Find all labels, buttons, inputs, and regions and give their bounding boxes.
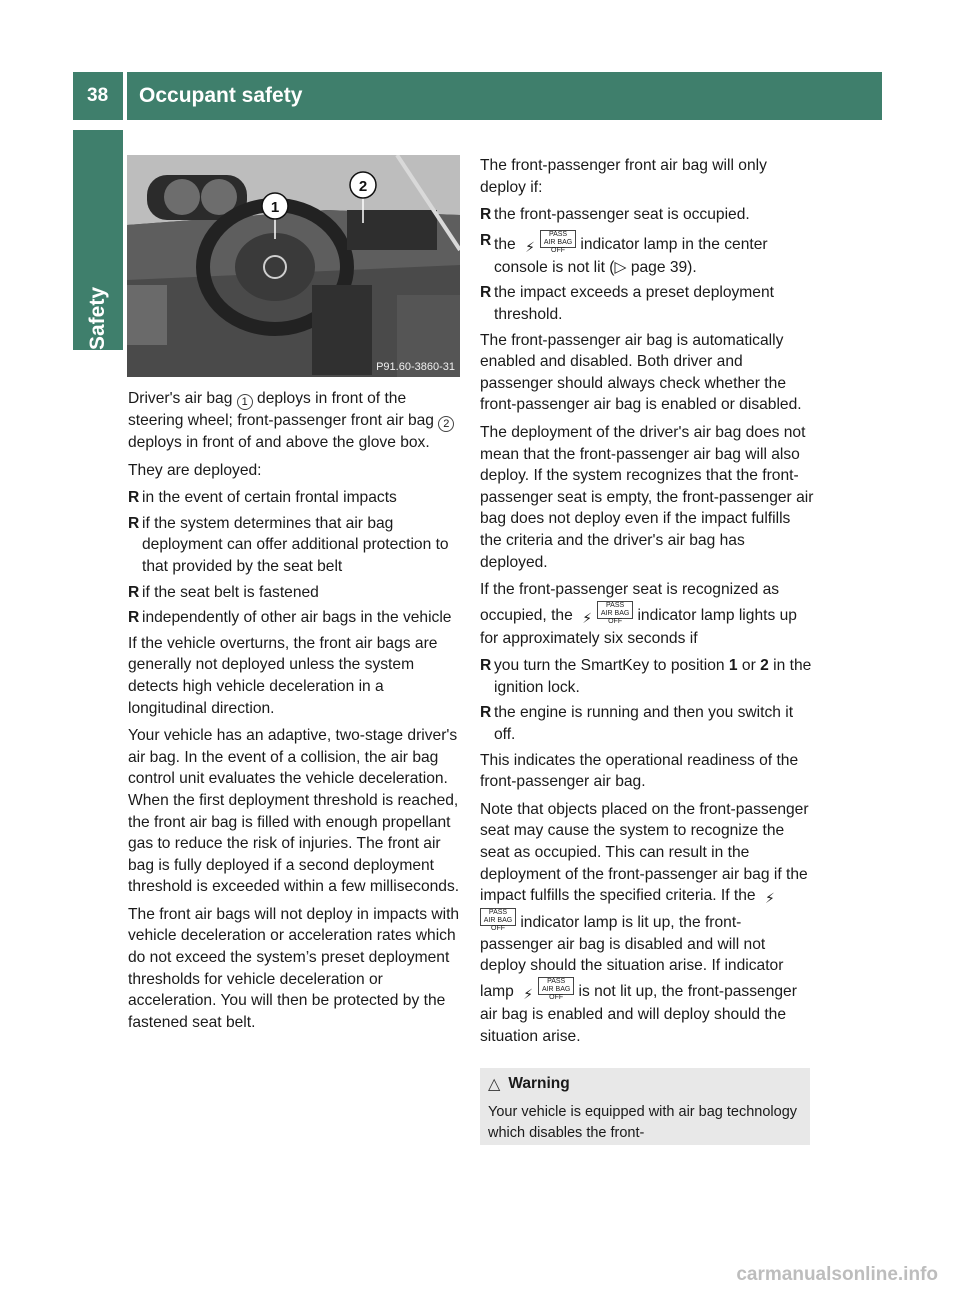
pass-airbag-off-indicator: PASS AIR BAG OFF	[540, 230, 576, 248]
pass-airbag-off-indicator: PASS AIR BAG OFF	[538, 977, 574, 995]
footer-watermark: carmanualsonline.info	[736, 1264, 938, 1285]
callout-1: 1	[270, 199, 280, 216]
warning-box	[480, 1068, 810, 1145]
list-item: R if the system determines that air bag deployment can offer additional protection to that provided by the seat belt	[128, 514, 449, 575]
airbag-seat-icon: ⚡	[525, 238, 535, 255]
list-item: R if the seat belt is fastened	[128, 583, 319, 601]
page-number: 38	[87, 85, 109, 106]
callout-ref-2: 2	[438, 416, 454, 432]
caption-text-1: Driver's air bag	[128, 390, 237, 407]
thresholds-paragraph: The front air bags will not deploy in impacts with vehicle deceleration or acceleration rates which do not exceed the system’s preset deployment thresholds for vehicle deceleration or acceleration. You will then be protected by the fastened seat belt.	[128, 905, 460, 1031]
caption-text-2: deploys in front of the steering wheel; front-passenger front air bag	[128, 390, 439, 429]
deploy-paragraph: The deployment of the driver's air bag does not mean that the front-passenger air bag will also deploy. If the system recognizes that the front-passenger seat is empty, the front-passenger air bag does not deploy even if the impact fulfills the criteria and the driver's air bag has deployed.	[480, 423, 814, 571]
left-column	[128, 388, 462, 1039]
warning-header	[488, 1074, 802, 1094]
warning-triangle-icon: △	[488, 1076, 501, 1093]
readiness-paragraph: This indicates the operational readiness of the front-passenger air bag.	[480, 751, 799, 791]
section-label-wrap	[73, 130, 123, 350]
right-column	[480, 155, 814, 1053]
airbag-seat-icon: ⚡	[582, 609, 593, 626]
page-title: Occupant safety	[139, 84, 303, 107]
adaptive-paragraph: Your vehicle has an adaptive, two-stage driver's air bag. In the event of a collision, the air bag control unit evaluates the vehicle deceleration. When the first deployment threshold is reached, the front air bag is filled with enough propellant gas to reduce the risk of injuries. The front air bag is fully deployed if a second deployment threshold is exceeded within a few milliseconds.	[128, 727, 460, 896]
recognized-paragraph: If the front-passenger seat is recognized as occupied, the ⚡PASS AIR BAG OFF indicator lamp lights up for approximately six seconds if	[480, 581, 797, 647]
dashboard-airbag-figure	[127, 155, 460, 377]
list-item: R the front-passenger seat is occupied.	[480, 206, 750, 224]
objects-paragraph: Note that objects placed on the front-passenger seat may cause the system to recognize the seat as occupied. This can result in the deployment of the front-passenger air bag if the impact fulfills the specified criteria. If the ⚡PASS AIR BAG OFF indicator lamp is lit up, the front-passenger air bag is disabled and will not deploy should the situation arise. If indicator lamp ⚡PASS AIR BAG OFF is not lit up, the front-passenger air bag is enabled and will deploy should the situation arise.	[480, 800, 809, 1045]
caption-paragraph	[128, 388, 462, 454]
list-item: R the ⚡PASS AIR BAG OFF indicator lamp in the center console is not lit (▷ page 39).	[480, 230, 768, 276]
list-item: R you turn the SmartKey to position 1 or 2 in the ignition lock.	[480, 657, 812, 696]
warning-text: Your vehicle is equipped with air bag technology which disables the front-	[488, 1104, 798, 1141]
list-item: R the impact exceeds a preset deployment threshold.	[480, 284, 774, 323]
warning-title: Warning	[508, 1075, 570, 1092]
pass-airbag-off-indicator: PASS AIR BAG OFF	[597, 601, 633, 619]
page-ref-arrow-icon: ▷	[614, 258, 627, 276]
deployed-label: They are deployed:	[128, 461, 262, 479]
airbag-seat-icon: ⚡	[765, 890, 775, 907]
callout-2: 2	[358, 178, 368, 195]
figure-code: P91.60-3860-31	[376, 361, 455, 373]
callout-ref-1: 1	[237, 394, 253, 410]
overturn-paragraph: If the vehicle overturns, the front air bags are generally not deployed unless the system detects high vehicle deceleration in a longitudinal direction.	[128, 634, 438, 717]
caption-text-3: deploys in front of and above the glove box.	[128, 434, 430, 451]
list-item: R in the event of certain frontal impacts	[128, 489, 397, 507]
list-item: R the engine is running and then you switch it off.	[480, 704, 794, 744]
pass-airbag-off-indicator: PASS AIR BAG OFF	[480, 908, 516, 926]
auto-paragraph: The front-passenger air bag is automatically enabled and disabled. Both driver and passenger should always check whether the front-passenger air bag is enabled or disabled.	[480, 331, 802, 414]
section-label: Safety	[86, 286, 109, 350]
intro-paragraph: The front-passenger front air bag will only deploy if:	[480, 157, 767, 196]
dashboard-illustration	[127, 155, 460, 377]
airbag-seat-icon: ⚡	[523, 986, 534, 1002]
list-item: R independently of other air bags in the vehicle	[128, 609, 452, 627]
page-header	[73, 72, 882, 120]
